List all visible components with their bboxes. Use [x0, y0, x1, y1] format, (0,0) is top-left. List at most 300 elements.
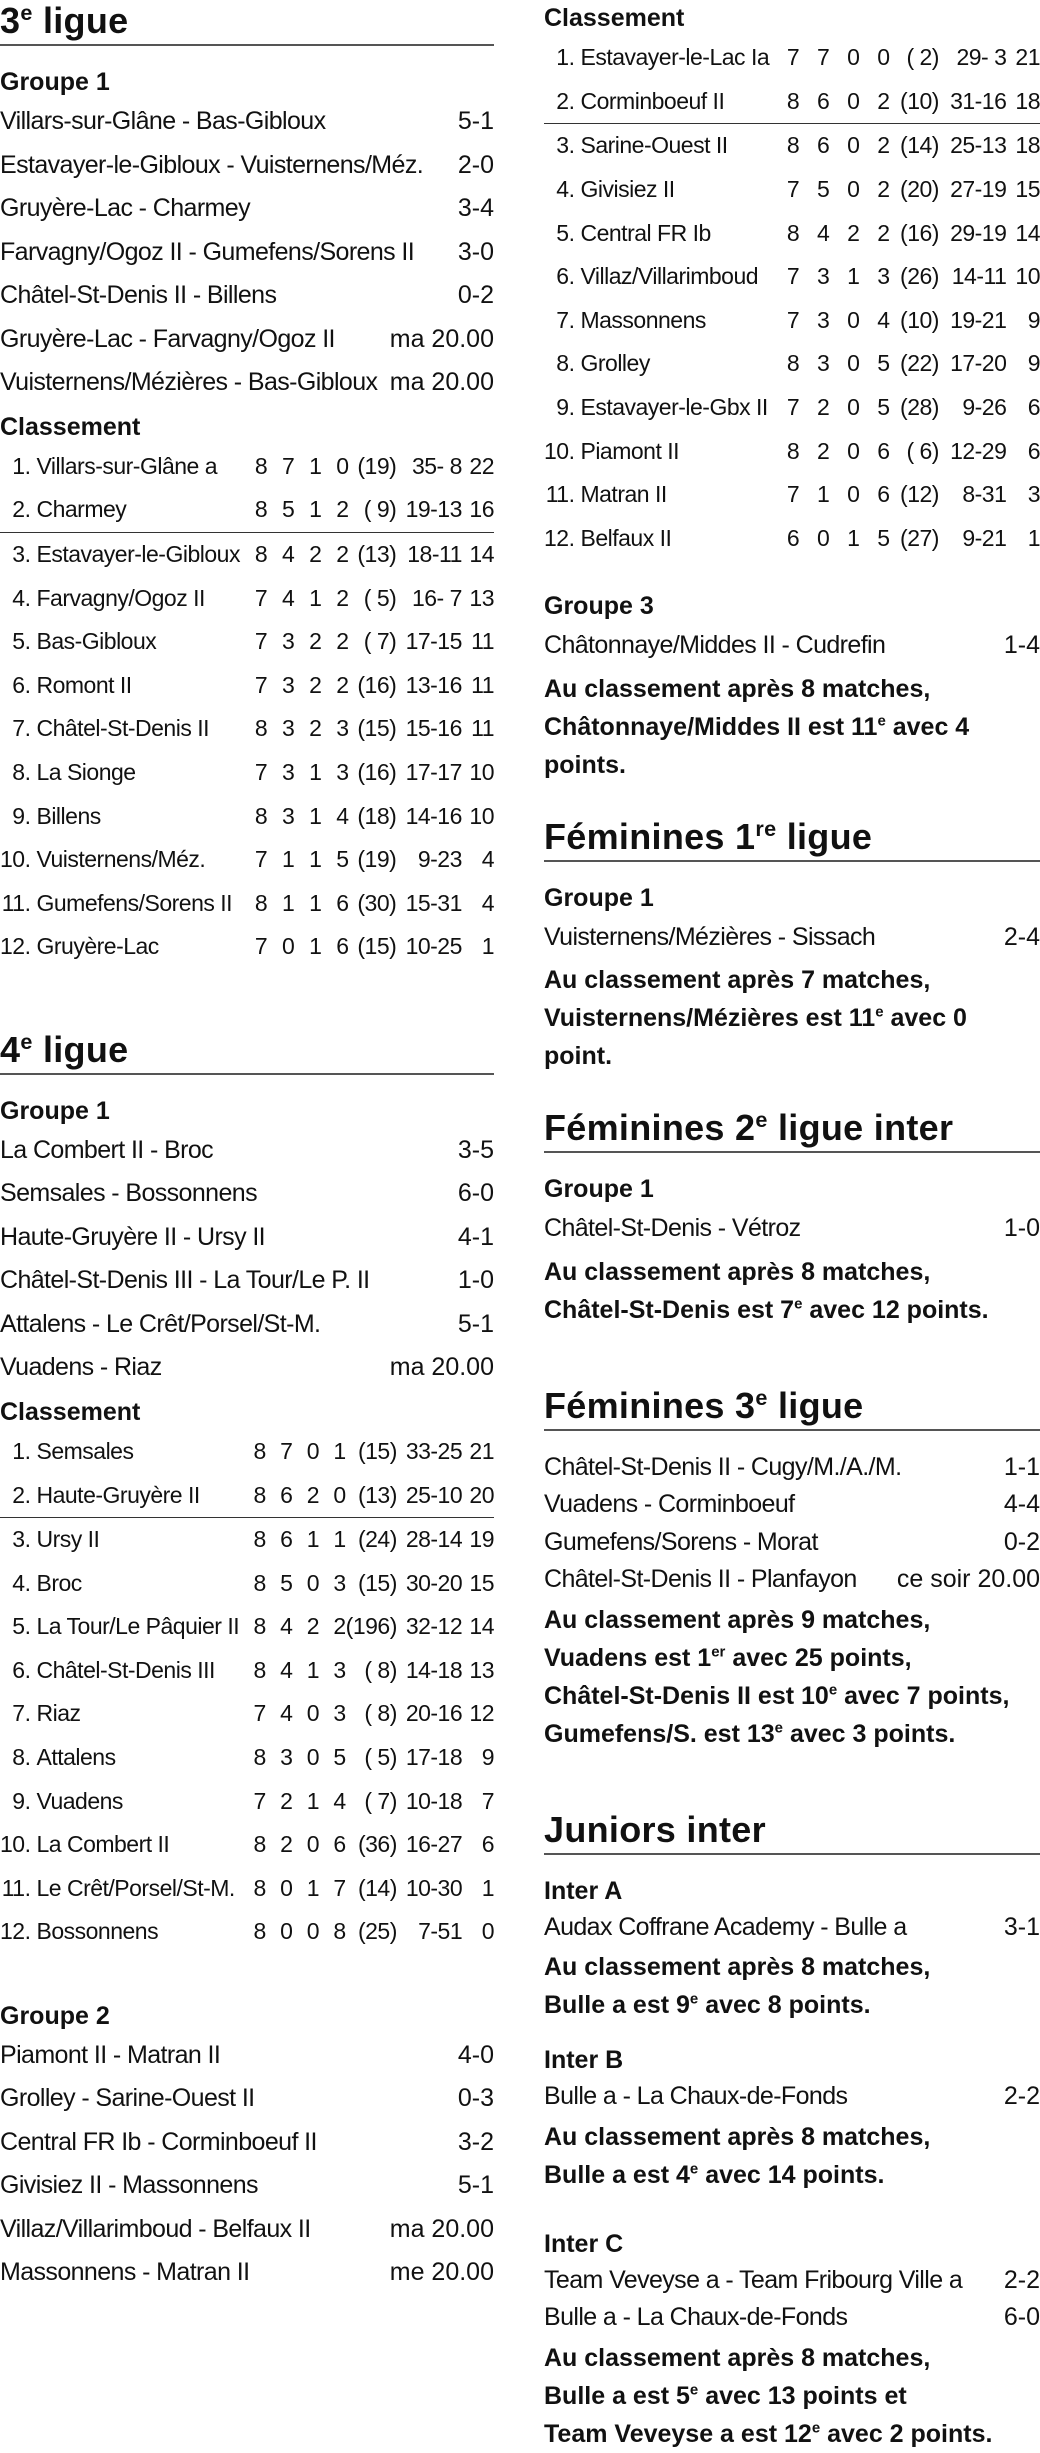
classement-heading: Classement [0, 412, 141, 441]
standings-row [544, 473, 1040, 517]
standings-table [544, 36, 1040, 560]
match-row [0, 2121, 494, 2165]
section-title-feminines-3e-ligue: Féminines 3e ligue [544, 1385, 1040, 1431]
standings-row [0, 1867, 494, 1911]
standings-played: 8 [253, 1437, 266, 1464]
standings-row [544, 342, 1040, 386]
standings-goals: 12-29 [950, 437, 1007, 464]
standings-team: Vuisternens/Méz. [36, 846, 206, 873]
standings-losses: 2 [333, 1613, 346, 1640]
match-score: 3-2 [457, 2127, 494, 2156]
match-score: 1-0 [457, 1266, 494, 1295]
classement-heading: Classement [544, 4, 685, 32]
standings-row [0, 1823, 494, 1867]
standings-points: 1 [481, 933, 494, 960]
standings-wins: 3 [281, 715, 295, 742]
match-teams: Grolley - Sarine-Ouest II [0, 2084, 255, 2113]
standings-played: 7 [786, 481, 800, 508]
match-score: 2-0 [457, 150, 494, 179]
standings-losses: 6 [336, 889, 349, 916]
match-score: ma 20.00 [389, 2214, 494, 2243]
group-heading: Inter C [544, 2229, 624, 2258]
standings-draws: 1 [309, 889, 322, 916]
standings-points: 9 [481, 1744, 494, 1771]
standings-losses: 7 [333, 1874, 346, 1901]
standings-draws: 1 [294, 488, 321, 532]
standings-row [0, 532, 494, 576]
match-score: 3-0 [457, 237, 494, 266]
standings-played: 8 [254, 889, 268, 916]
standings-draws: 0 [306, 1700, 320, 1727]
standings-wins: 3 [281, 671, 295, 698]
summary-text: Au classement après 7 matches, Vuisternens/Mézières est 11e avec 0 point. [544, 966, 967, 1071]
standings-draws: 1 [309, 452, 322, 479]
standings-table [0, 445, 494, 969]
match-teams: Vuadens - Corminboeuf [544, 1490, 795, 1519]
match-list [0, 1129, 494, 1390]
standings-goals: 16- 7 [411, 584, 462, 611]
standings-losses: 6 [877, 481, 890, 508]
standings-goals: 25-13 [950, 132, 1007, 159]
standings-rank: 7. [12, 1700, 31, 1727]
standings-wins: 4 [280, 1613, 293, 1640]
standings-played: 7 [254, 584, 268, 611]
standings-rank: 1. [12, 452, 31, 479]
standings-row [544, 36, 1040, 80]
summary-text: Au classement après 8 matches, Châtel-St-Denis est 7e avec 12 points. [544, 1257, 989, 1324]
match-score: 0-2 [1003, 1527, 1040, 1556]
standings-wins: 4 [281, 584, 295, 611]
standings-goals: 18-11 [407, 540, 462, 567]
standings-draws: 1 [309, 933, 322, 960]
standings-rank: 6. [556, 263, 575, 290]
standings-losses: 2 [877, 219, 890, 246]
standings-team: Billens [36, 802, 101, 829]
standings-played: 8 [253, 1656, 266, 1683]
standings-played: 7 [254, 846, 268, 873]
standings-row [0, 751, 494, 795]
match-row [0, 2034, 494, 2078]
standings-points: 0 [481, 1918, 494, 1945]
standings-team: Romont II [36, 671, 132, 698]
match-row [0, 1172, 494, 1216]
right-column [544, 0, 1040, 2453]
standings-team: Riaz [36, 1700, 81, 1727]
standings-wins: 2 [280, 1787, 293, 1814]
match-score: ma 20.00 [389, 368, 494, 396]
standings-wins: 1 [817, 481, 830, 508]
standings-wins: 4 [280, 1656, 293, 1683]
match-row [0, 1216, 494, 1260]
standings-fair-play: (13) [346, 1473, 397, 1517]
standings-wins: 6 [817, 132, 830, 159]
standings-team: Piamont II [580, 437, 680, 464]
standings-points: 14 [1015, 219, 1040, 246]
standings-played: 8 [786, 437, 800, 464]
standings-fair-play: (25) [357, 1918, 397, 1945]
match-score: 2-2 [1003, 2265, 1040, 2294]
standings-points: 10 [1015, 263, 1040, 290]
standings-played: 7 [254, 758, 268, 785]
standings-team: Estavayer-le-Gbx II [580, 394, 768, 421]
match-score: 6-0 [1003, 2303, 1040, 2332]
standings-rank: 1. [556, 44, 575, 71]
match-list [0, 100, 494, 405]
standings-wins: 0 [280, 1874, 293, 1901]
standings-goals: 10-25 [405, 933, 462, 960]
standings-points: 19 [469, 1526, 494, 1553]
standings-played: 7 [786, 394, 800, 421]
standings-rank: 8. [12, 1744, 31, 1771]
standings-row [0, 1649, 494, 1693]
match-row [544, 624, 1040, 668]
standings-row [544, 517, 1040, 561]
standings-points: 11 [471, 671, 494, 698]
standings-row [544, 211, 1040, 255]
standings-rank: 10. [0, 846, 31, 873]
group-heading: Groupe 1 [544, 1175, 654, 1204]
standings-row [0, 620, 494, 664]
standings-rank: 7. [556, 306, 575, 333]
standings-losses: 6 [333, 1831, 346, 1858]
section-title-juniors-inter: Juniors inter [544, 1809, 1040, 1855]
standings-fair-play: (18) [357, 802, 397, 829]
standings-fair-play: (36) [357, 1831, 397, 1858]
standings-wins: 3 [817, 263, 830, 290]
standings-played: 8 [253, 1874, 266, 1901]
standings-rank: 2. [544, 80, 574, 124]
match-row [0, 1303, 494, 1347]
standings-played: 7 [254, 671, 268, 698]
standings-points: 18 [1015, 132, 1040, 159]
standings-row [0, 881, 494, 925]
standings-wins: 7 [281, 452, 295, 479]
standings-team: Villars-sur-Glâne a [36, 452, 218, 479]
standings-team: Estavayer-le-Gibloux [36, 540, 240, 567]
standings-points: 3 [1027, 481, 1040, 508]
match-score: 2-2 [1003, 2082, 1040, 2111]
section-title-feminines-2e-ligue-inter: Féminines 2e ligue inter [544, 1107, 1040, 1153]
standings-goals: 15-31 [405, 889, 462, 916]
match-row [544, 1486, 1040, 1524]
standings-losses: 6 [877, 437, 890, 464]
left-column [0, 0, 494, 2295]
standings-losses: 4 [333, 1787, 346, 1814]
standings-played: 6 [786, 524, 800, 551]
standings-goals: 9-26 [962, 394, 1007, 421]
standings-row [0, 1517, 494, 1561]
match-teams: Semsales - Bossonnens [0, 1179, 257, 1208]
standings-draws: 0 [847, 481, 860, 508]
standings-points: 15 [1015, 176, 1040, 203]
standings-rank: 3. [12, 1526, 31, 1553]
match-row [0, 2164, 494, 2208]
standings-points: 9 [1027, 306, 1040, 333]
standings-row [0, 663, 494, 707]
match-score: me 20.00 [389, 2258, 494, 2287]
match-teams: Châtel-St-Denis II - Cugy/M./A./M. [544, 1452, 902, 1481]
standings-draws: 0 [847, 306, 860, 333]
match-row [544, 916, 1040, 960]
standings-points: 14 [469, 1613, 494, 1640]
standings-points: 9 [1027, 350, 1040, 377]
standings-row [0, 1692, 494, 1736]
standings-rank: 4. [12, 584, 31, 611]
standings-wins: 3 [281, 628, 295, 655]
standings-fair-play: ( 8) [364, 1656, 397, 1683]
standings-played: 7 [253, 1700, 266, 1727]
standings-wins: 5 [267, 488, 294, 532]
match-row [544, 1561, 1040, 1599]
standings-team: Bas-Gibloux [36, 628, 157, 655]
standings-row [0, 1473, 494, 1517]
standings-fair-play: (19) [357, 452, 397, 479]
match-row [0, 318, 494, 362]
match-row [544, 2299, 1040, 2337]
standings-goals: 33-25 [405, 1437, 463, 1464]
standings-draws: 0 [306, 1831, 320, 1858]
standings-team: Semsales [36, 1437, 134, 1464]
standings-losses: 3 [877, 263, 890, 290]
match-list [544, 2262, 1040, 2337]
section-title-3e-ligue: 3e ligue [0, 0, 494, 46]
group-heading: Inter A [544, 1876, 623, 1905]
standings-row [544, 80, 1040, 124]
standings-team: Bossonnens [36, 1918, 159, 1945]
standings-draws: 0 [847, 44, 860, 71]
match-teams: Vuisternens/Mézières - Bas-Gibloux [0, 368, 378, 396]
standings-played: 7 [786, 306, 800, 333]
standings-draws: 2 [847, 219, 860, 246]
standings-fair-play: (15) [357, 933, 397, 960]
match-row [0, 361, 494, 405]
match-row [0, 1259, 494, 1303]
standings-fair-play: (16) [357, 671, 397, 698]
standings-team: Broc [36, 1569, 82, 1596]
standings-losses: 3 [333, 1569, 346, 1596]
standings-played: 8 [254, 715, 268, 742]
standings-points: 6 [1027, 437, 1040, 464]
standings-losses: 4 [336, 802, 349, 829]
standings-row [0, 1561, 494, 1605]
standings-points: 13 [469, 584, 494, 611]
standings-losses: 1 [333, 1437, 346, 1464]
standings-played: 8 [254, 540, 268, 567]
standings-played: 8 [786, 219, 800, 246]
standings-wins: 1 [281, 846, 295, 873]
standings-goals: 17-18 [405, 1744, 463, 1771]
standings-row [0, 1779, 494, 1823]
standings-rank: 3. [556, 132, 575, 159]
standings-losses: 0 [319, 1473, 346, 1517]
standings-row [0, 1430, 494, 1474]
standings-points: 4 [481, 889, 494, 916]
standings-losses: 2 [336, 628, 349, 655]
standings-losses: 0 [336, 452, 349, 479]
standings-draws: 0 [847, 437, 860, 464]
match-list [544, 1449, 1040, 1599]
standings-points: 20 [462, 1473, 494, 1517]
match-row [0, 187, 494, 231]
match-teams: Givisiez II - Massonnens [0, 2171, 258, 2200]
standings-goals: 17-15 [405, 628, 462, 655]
standings-fair-play: (10) [900, 306, 939, 333]
standings-losses: 5 [877, 350, 890, 377]
standings-wins: 7 [280, 1437, 293, 1464]
standings-goals: 14-18 [405, 1656, 463, 1683]
match-score: 4-1 [457, 1222, 494, 1251]
match-row [544, 2262, 1040, 2300]
standings-team: Farvagny/Ogoz II [36, 584, 205, 611]
standings-row [0, 576, 494, 620]
standings-row [0, 925, 494, 969]
standings-rank: 3. [12, 540, 31, 567]
standings-row [0, 445, 494, 489]
standings-fair-play: (24) [357, 1526, 397, 1553]
standings-rank: 9. [12, 802, 31, 829]
standings-rank: 10. [0, 1831, 31, 1858]
standings-row [0, 794, 494, 838]
standings-losses: 8 [333, 1918, 346, 1945]
standings-losses: 2 [336, 540, 349, 567]
standings-goals: 29-19 [950, 219, 1007, 246]
match-score: 6-0 [457, 1179, 494, 1208]
standings-goals: 10-18 [405, 1787, 463, 1814]
standings-draws: 1 [309, 846, 322, 873]
standings-played: 8 [786, 132, 800, 159]
standings-rank: 12. [0, 1918, 31, 1945]
standings-wins: 3 [281, 758, 295, 785]
standings-wins: 3 [817, 306, 830, 333]
standings-points: 18 [1006, 80, 1040, 124]
standings-draws: 0 [306, 1744, 320, 1771]
standings-row [544, 168, 1040, 212]
standings-points: 6 [1027, 394, 1040, 421]
match-teams: Villars-sur-Glâne - Bas-Gibloux [0, 107, 326, 135]
standings-rank: 2. [0, 488, 30, 532]
classement-heading: Classement [0, 1397, 141, 1426]
standings-losses: 2 [877, 176, 890, 203]
standings-played: 8 [240, 488, 267, 532]
standings-draws: 0 [306, 1569, 320, 1596]
standings-draws: 2 [309, 628, 322, 655]
match-teams: Châtel-St-Denis - Vétroz [544, 1214, 801, 1243]
standings-goals: 16-27 [405, 1831, 463, 1858]
standings-wins: 2 [817, 394, 830, 421]
standings-draws: 1 [306, 1874, 320, 1901]
standings-wins: 6 [799, 80, 829, 124]
standings-team: Ursy II [36, 1526, 100, 1553]
standings-draws: 2 [292, 1473, 319, 1517]
standings-losses: 3 [333, 1700, 346, 1727]
match-score: 0-3 [457, 2084, 494, 2113]
standings-fair-play: (22) [900, 350, 939, 377]
standings-draws: 0 [847, 176, 860, 203]
standings-wins: 2 [817, 437, 830, 464]
standings-row [0, 838, 494, 882]
standings-rank: 11. [1, 1874, 31, 1901]
standings-team: Massonnens [580, 306, 706, 333]
standings-goals: 29- 3 [956, 44, 1007, 71]
standings-wins: 3 [281, 802, 295, 829]
match-row [544, 1449, 1040, 1487]
match-row [544, 1909, 1040, 1947]
standings-goals: 31-16 [939, 80, 1006, 124]
match-teams: La Combert II - Broc [0, 1135, 214, 1164]
section-title-4e-ligue: 4e ligue [0, 1029, 494, 1075]
standings-wins: 4 [281, 540, 295, 567]
group-heading: Groupe 1 [0, 68, 110, 96]
group-heading: Groupe 1 [0, 1096, 110, 1125]
match-teams: Bulle a - La Chaux-de-Fonds [544, 2303, 848, 2332]
standings-team: Vuadens [36, 1787, 123, 1814]
match-teams: Vuadens - Riaz [0, 1353, 162, 1382]
standings-played: 8 [253, 1744, 266, 1771]
standings-rank: 5. [12, 628, 31, 655]
standings-points: 4 [481, 846, 494, 873]
standings-played: 8 [253, 1569, 266, 1596]
match-teams: Châtonnaye/Middes II - Cudrefin [544, 631, 886, 660]
standings-played: 8 [786, 350, 800, 377]
standings-wins: 1 [281, 889, 295, 916]
match-score: 4-4 [1003, 1490, 1040, 1519]
standings-rank: 7. [12, 715, 31, 742]
standings-team: Charmey [30, 488, 239, 532]
standings-row [0, 1736, 494, 1780]
standings-draws: 0 [847, 350, 860, 377]
standings-points: 15 [469, 1569, 494, 1596]
standings-fair-play: (10) [890, 80, 939, 124]
match-teams: Bulle a - La Chaux-de-Fonds [544, 2082, 848, 2111]
match-teams: Central FR Ib - Corminboeuf II [0, 2127, 317, 2156]
standings-rank: 4. [12, 1569, 31, 1596]
standings-played: 8 [254, 802, 268, 829]
standings-team: Châtel-St-Denis III [36, 1656, 215, 1683]
standings-goals: 15-16 [405, 715, 462, 742]
match-score: 1-4 [1003, 631, 1040, 660]
standings-team: Le Crêt/Porsel/St-M. [36, 1874, 235, 1901]
standings-wins: 5 [280, 1569, 293, 1596]
standings-losses: 5 [333, 1744, 346, 1771]
standings-fair-play: ( 8) [364, 1700, 397, 1727]
standings-fair-play: (27) [900, 524, 939, 551]
standings-losses: 2 [877, 132, 890, 159]
standings-played: 8 [253, 1613, 266, 1640]
standings-points: 21 [469, 1437, 494, 1464]
match-score: 0-2 [457, 281, 494, 309]
match-teams: Farvagny/Ogoz II - Gumefens/Sorens II [0, 237, 415, 266]
standings-wins: 0 [280, 1918, 293, 1945]
match-score: 2-4 [1003, 922, 1040, 951]
match-row [0, 2251, 494, 2295]
standings-rank: 11. [1, 889, 31, 916]
standings-draws: 1 [306, 1787, 320, 1814]
standings-goals: 13-16 [405, 671, 462, 698]
match-row [0, 1346, 494, 1390]
standings-goals: 19-21 [950, 306, 1007, 333]
match-teams: Estavayer-le-Gibloux - Vuisternens/Méz. [0, 150, 424, 179]
standings-team: Gruyère-Lac [36, 933, 159, 960]
standings-goals: 7-51 [418, 1918, 463, 1945]
standings-draws: 0 [306, 1918, 320, 1945]
match-teams: Gumefens/Sorens - Morat [544, 1527, 818, 1556]
standings-losses: 0 [877, 44, 890, 71]
standings-table [0, 1430, 494, 1954]
standings-rank: 1. [12, 1437, 31, 1464]
group-heading: Groupe 1 [544, 883, 654, 912]
standings-played: 8 [253, 1831, 266, 1858]
standings-wins: 4 [280, 1700, 293, 1727]
